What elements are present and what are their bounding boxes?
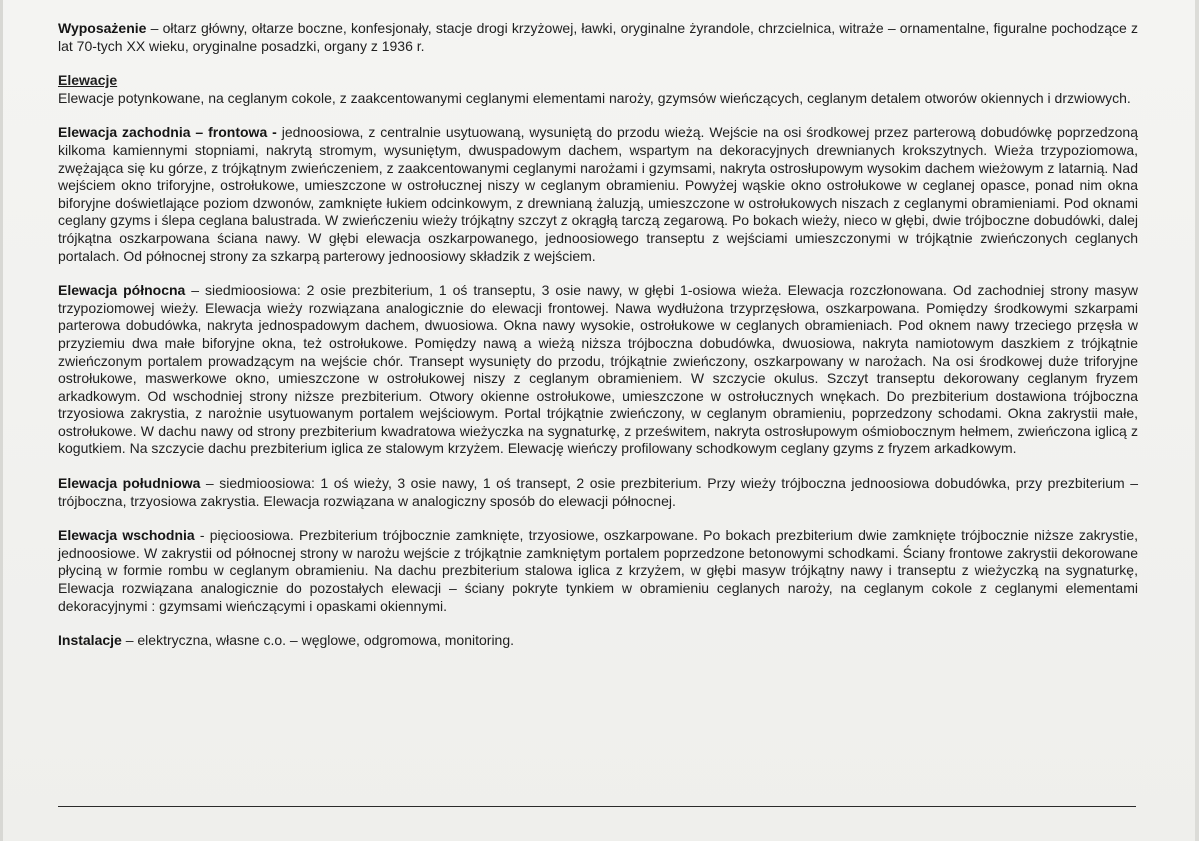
section-elewacja-wschodnia xyxy=(58,527,1138,615)
scan-edge-left xyxy=(0,0,3,841)
section-heading: Elewacja północna xyxy=(58,282,186,299)
section-text: – siedmioosiowa: 2 osie prezbiterium, 1 oś transeptu, 3 osie nawy, w głębi 1-osiowa wieża. Elewacja rozczłonowana. Od zachodniej strony masyw trzypoziomowej wieży. Elewacja wieży rozwiązana analogicznie do elewacji frontowej. Nawa wydłużona trzyprzęsłowa, oszkarpowana. Pomiędzy środkowymi szkarpami parterowa dobudówka, nakryta jednospadowym dachem, dwuosiowa. Okna nawy wysokie, ostrołukowe w ceglanych obramieniach. Pod oknem nawy trzeciego przęsła w przyziemiu dwa małe biforyjne okna, też ostrołukowe. Pomiędzy nawą a wieżą niższa trójboczna dobudówka, dwuosiowa, nakryta namiotowym daszkiem z trójkątnie zwieńczonym portalem prowadzącym na wejście chór. Transept wysunięty do przodu, trójkątnie zwieńczony, oszkarpowany w narożach. Na osi środkowej duże triforyjne ostrołukowe, maswerkowe okno, umieszczone w ostrołukowej niszy z ceglanym obramieniem. W szczycie okulus. Szczyt transeptu dekorowany ceglanym fryzem arkadkowym. Od wschodniej strony niższe prezbiterium. Otwory okienne ostrołukowe, umieszczone w ostrołucznych wnękach. Do prezbiterium dostawiona trójboczna trzyosiowa zakrystia, z narożnie usytuowanym portalem wejściowym. Portal trójkątnie zwieńczony, w ceglanym obramieniu, poprzedzony schodami. Okna zakrystii małe, ostrołukowe. W dachu nawy od strony prezbiterium kwadratowa wieżyczka na sygnaturkę, z prześwitem, nakryta ostrosłupowym ośmiobocznym hełmem, zwieńczona iglicą z kogutkiem. Na szczycie dachu prezbiterium iglica ze stalowym krzyżem. Elewację wieńczy profilowany schodkowym ceglany gzyms z fryzem arkadkowym. xyxy=(58,282,1138,457)
section-elewacje xyxy=(58,72,1138,107)
section-text: jednoosiowa, z centralnie usytuowaną, wysuniętą do przodu wieżą. Wejście na osi środkowej przez parterową dobudówkę poprzedzoną kilkoma kamiennymi stopniami, nakrytą stromym, wysuniętym, dwuspadowym dachem, wspartym na dekoracyjnych drewnianych krokszytnych. Wieża trzypoziomowa, zwężająca się ku górze, z trójkątnym zwieńczeniem, z zaakcentowanymi ceglanymi narożami i gzymsami, nakryta ostrosłupowym wysokim dachem wieżowym z latarnią. Nad wejściem okno triforyjne, ostrołukowe, umieszczone w ostrołucznej niszy w ceglanym obramieniu. Powyżej wąskie okno ostrołukowe w ceglanej opasce, ponad nim okna biforyjne doświetlające poziom dzwonów, zamknięte łukiem odcinkowym, z drewnianą żaluzją, umieszczone w ostrołukowych niszach z ceglanymi obramieniami. Pod oknami ceglany gzyms i ślepa ceglana balustrada. W zwieńczeniu wieży trójkątny szczyt z okrągłą tarczą zegarową. Po bokach wieży, nieco w głębi, dwie trójboczne dobudówki, dalej trójkątna oszkarpowana ściana nawy. W głębi elewacja oszkarpowanego, jednoosiowego transeptu z wejściami umieszczonymi w trójkątnie zwieńczonych ceglanych portalach. Od północnej strony za szkarpą parterowy jednoosiowy składzik z wejściem. xyxy=(58,124,1138,264)
section-elewacja-polnocna xyxy=(58,282,1138,458)
section-elewacja-zachodnia xyxy=(58,124,1138,265)
section-wyposazenie xyxy=(58,20,1138,55)
section-text: – ołtarz główny, ołtarze boczne, konfesjonały, stacje drogi krzyżowej, ławki, oryginalne żyrandole, chrzcielnica, witraże – ornamentalne, figuralne pochodzące z lat 70-tych XX wieku, oryginalne posadzki, organy z 1936 r. xyxy=(58,20,1138,54)
document-body xyxy=(58,20,1138,667)
section-text: - pięcioosiowa. Prezbiterium trójbocznie zamknięte, trzyosiowe, oszkarpowane. Po bokach prezbiterium dwie zamknięte trójbocznie niższe zakrystie, jednoosiowe. W zakrystii od północnej strony w narożu wejście z trójkątnie zamkniętym portalem poprzedzone betonowymi schodkami. Ściany frontowe zakrystii dekorowane płyciną w formie rombu w ceglanym obramieniu. Na dachu prezbiterium stalowa iglica z krzyżem, w głębi masyw trójkątny nawy i transeptu z wieżyczką na sygnaturkę, Elewacja rozwiązana analogicznie do pozostałych elewacji – ściany pokryte tynkiem w obramieniu ceglanych naroży, na ceglanym cokole z ceglanymi elementami dekoracyjnymi : gzymsami wieńczącymi i opaskami okiennymi. xyxy=(58,527,1138,614)
section-heading: Elewacje xyxy=(58,72,118,89)
section-heading: Wyposażenie xyxy=(58,20,147,36)
section-heading: Instalacje xyxy=(58,632,122,649)
section-heading: Elewacja wschodnia xyxy=(58,527,195,544)
section-instalacje xyxy=(58,632,1138,650)
footer-divider xyxy=(58,806,1136,807)
section-heading: Elewacja zachodnia – frontowa - xyxy=(58,124,277,141)
section-text: – siedmioosiowa: 1 oś wieży, 3 osie nawy, 1 oś transept, 2 osie prezbiterium. Przy wieży trójboczna jednoosiowa dobudówka, przy prezbiterium – trójboczna, trzyosiowa zakrystia. Elewacja rozwiązana w analogiczny sposób do elewacji północnej. xyxy=(58,475,1138,509)
section-elewacja-poludniowa xyxy=(58,475,1138,510)
section-text: – elektryczna, własne c.o. – węglowe, odgromowa, monitoring. xyxy=(121,632,515,649)
section-text: Elewacje potynkowane, na ceglanym cokole, z zaakcentowanymi ceglanymi elementami naroży, gzymsów wieńczących, ceglanym detalem otworów okiennych i drzwiowych. xyxy=(58,89,1131,106)
section-heading: Elewacja południowa xyxy=(58,475,201,492)
scan-edge-right xyxy=(1195,0,1199,841)
